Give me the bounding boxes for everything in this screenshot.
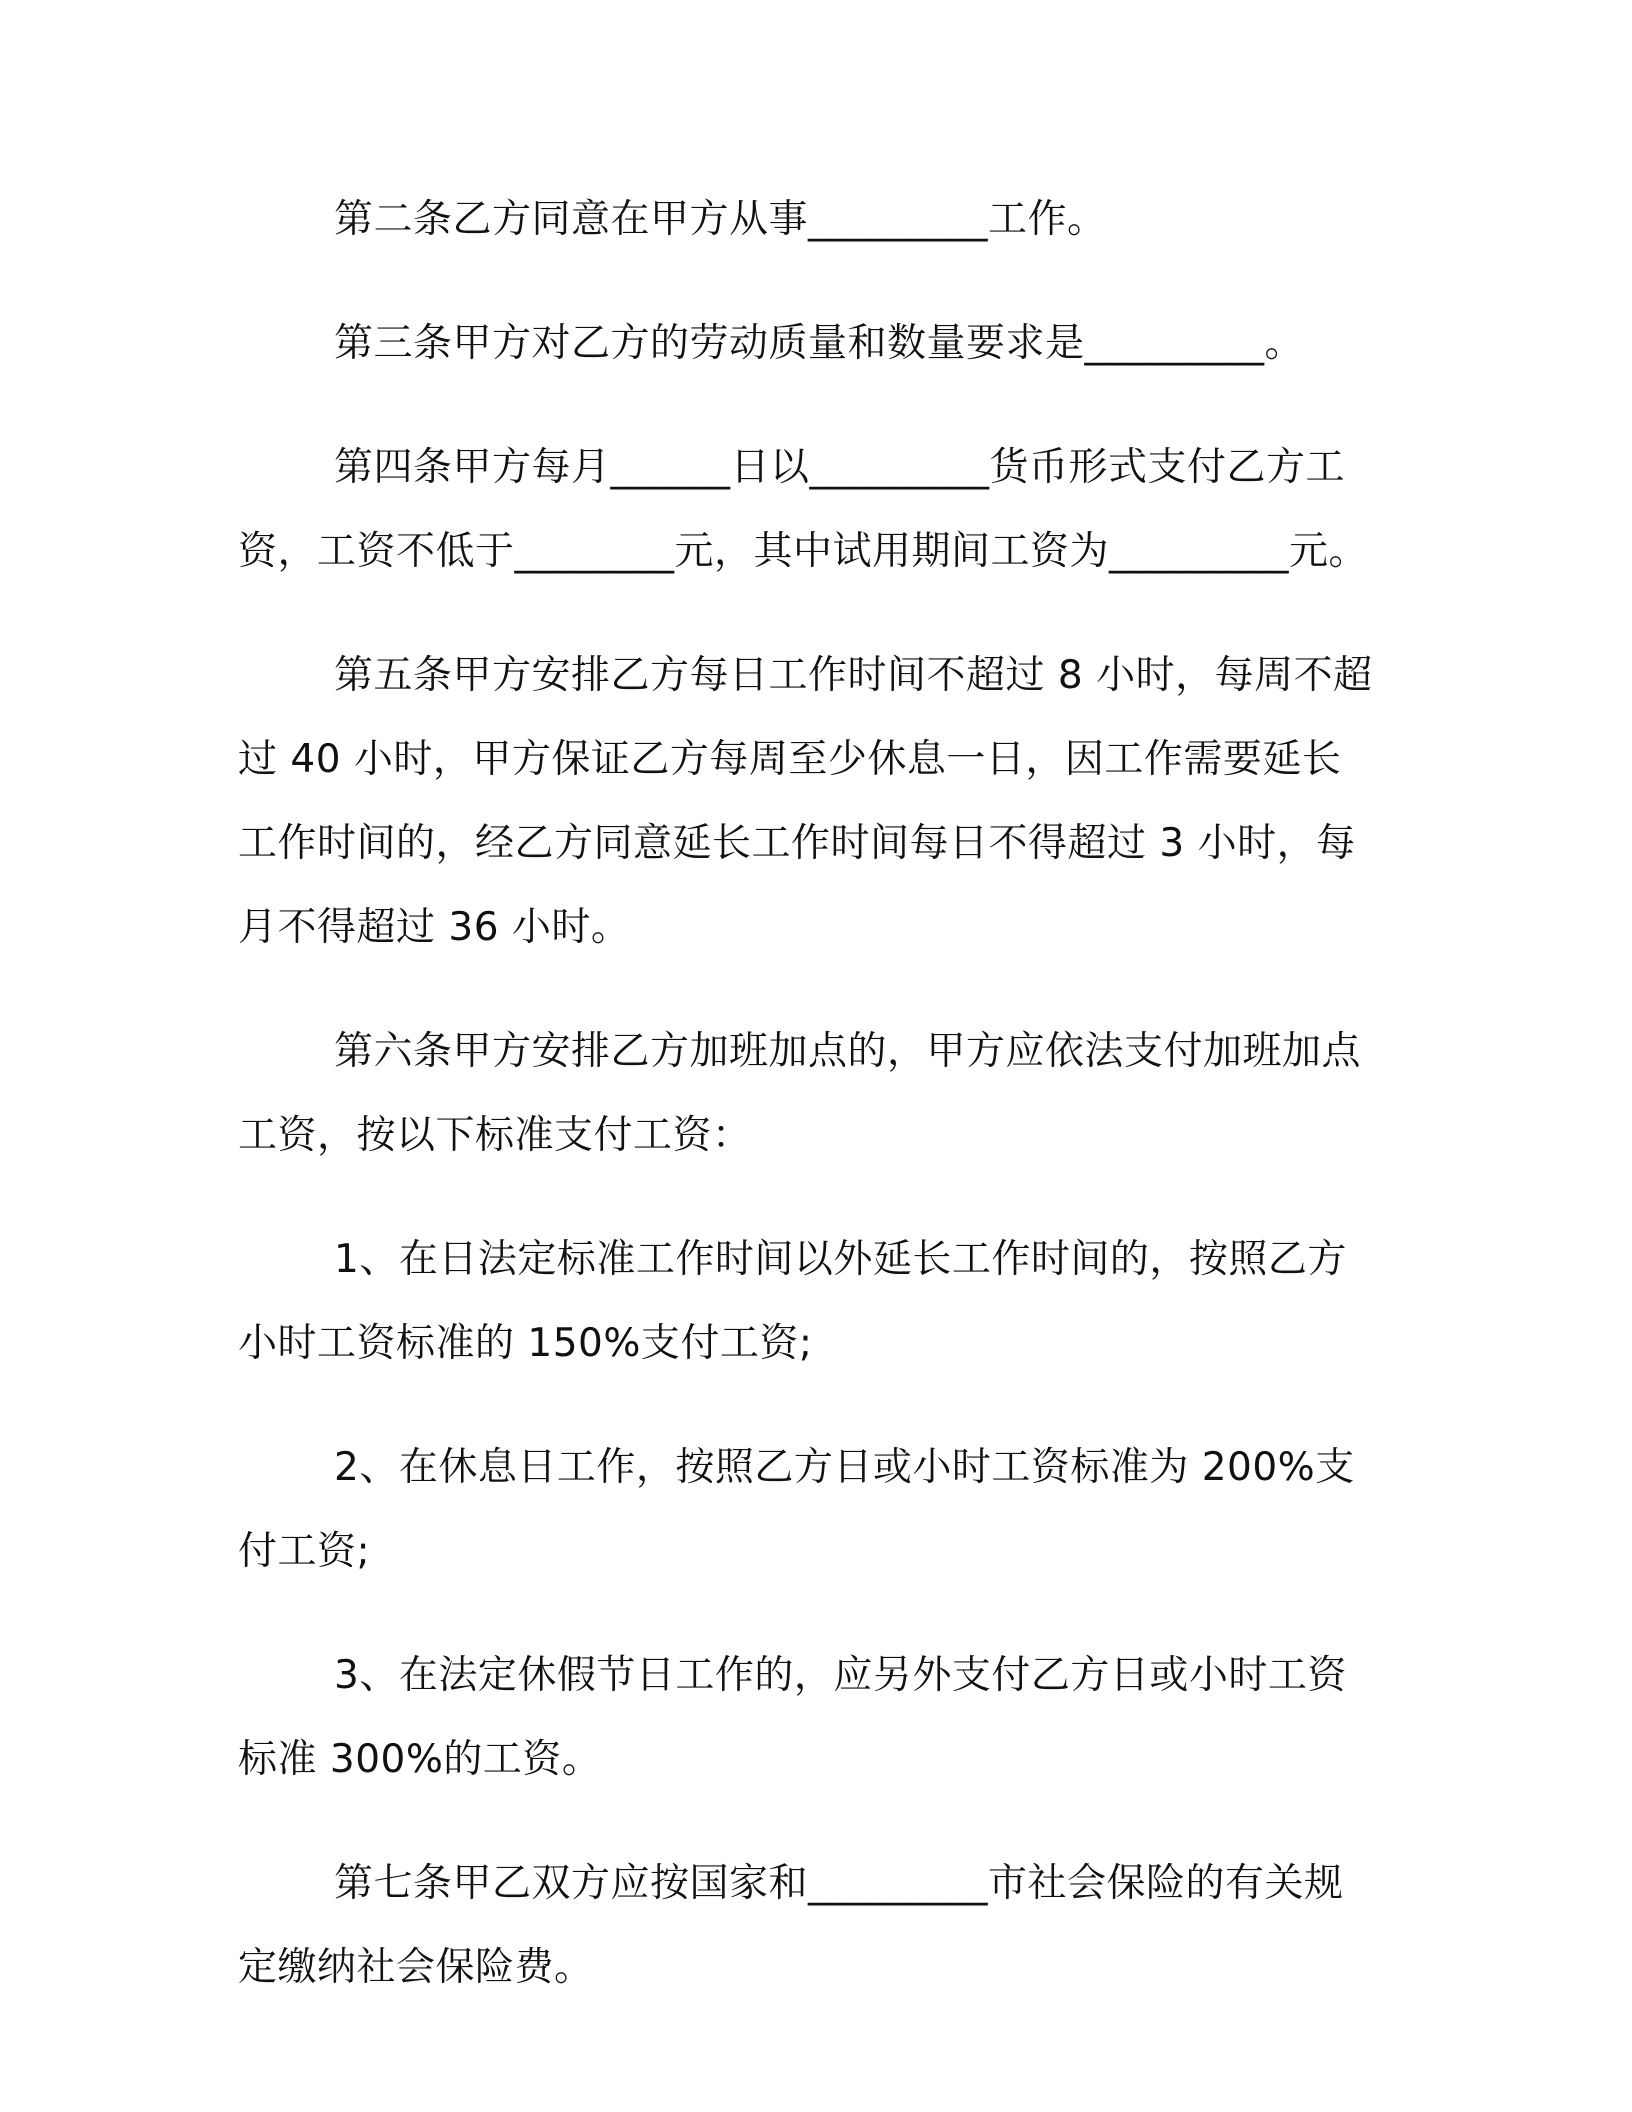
clause-6-item-1: 1、在日法定标准工作时间以外延长工作时间的，按照乙方小时工资标准的 150%支付工资; [238,1237,1347,1366]
document-body [238,178,1378,2050]
clause-6: 第六条甲方安排乙方加班加点的，甲方应依法支付加班加点工资，按以下标准支付工资： [238,1029,1362,1158]
clause-4: 第四条甲方每月______日以_________货币形式支付乙方工资，工资不低于________元，其中试用期间工资为_________元。 [238,445,1369,574]
clause-7: 第七条甲乙双方应按国家和_________市社会保险的有关规定缴纳社会保险费。 [238,1861,1344,1990]
clause-3: 第三条甲方对乙方的劳动质量和数量要求是_________。 [334,321,1305,366]
clause-6-item-3: 3、在法定休假节日工作的，应另外支付乙方日或小时工资标准 300%的工资。 [238,1653,1347,1782]
clause-5: 第五条甲方安排乙方每日工作时间不超过 8 小时，每周不超过 40 小时，甲方保证乙方每周至少休息一日，因工作需要延长工作时间的，经乙方同意延长工作时间每日不得超过 3 小时，每月不得超过 36 小时。 [238,653,1373,950]
clause-6-item-2: 2、在休息日工作，按照乙方日或小时工资标准为 200%支付工资; [238,1445,1355,1574]
clause-2: 第二条乙方同意在甲方从事_________工作。 [334,197,1107,242]
